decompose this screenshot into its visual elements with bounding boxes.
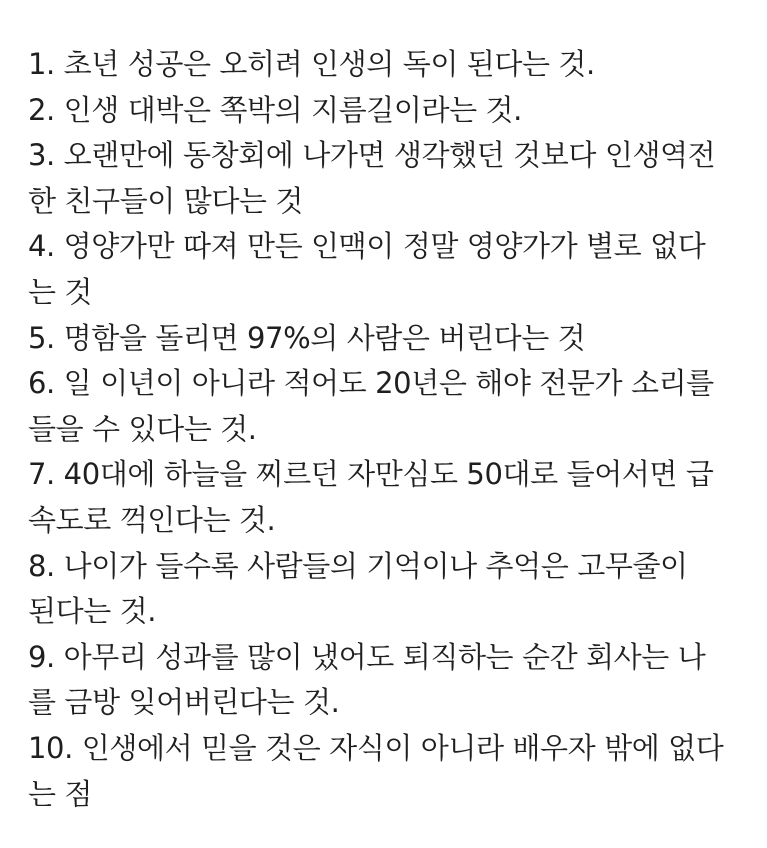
text-line: 7. 40대에 하늘을 찌르던 자만심도 50대로 들어서면 급 [28,457,714,492]
text-line: 는 것 [28,274,93,309]
text-line: 들을 수 있다는 것. [28,411,257,446]
text-line: 된다는 것. [28,594,157,629]
text-document [28,42,753,817]
text-line: 5. 명함을 돌리면 97%의 사람은 버린다는 것 [28,320,586,355]
text-line: 10. 인생에서 믿을 것은 자식이 아니라 배우자 밖에 없다 [28,730,724,765]
text-line: 9. 아무리 성과를 많이 냈어도 퇴직하는 순간 회사는 나 [28,639,706,674]
text-line: 2. 인생 대박은 쪽박의 지름길이라는 것. [28,92,522,127]
text-line: 8. 나이가 들수록 사람들의 기억이나 추억은 고무줄이 [28,548,688,583]
text-line: 속도로 꺽인다는 것. [28,502,276,537]
text-line: 1. 초년 성공은 오히려 인생의 독이 된다는 것. [28,47,595,81]
text-line: 를 금방 잊어버린다는 것. [28,685,340,720]
text-line: 4. 영양가만 따져 만든 인맥이 정말 영양가가 별로 없다 [28,229,706,264]
text-line: 6. 일 이년이 아니라 적어도 20년은 해야 전문가 소리를 [28,366,714,401]
text-line: 3. 오랜만에 동창회에 나가면 생각했던 것보다 인생역전 [28,138,716,173]
text-line: 한 친구들이 많다는 것 [28,183,303,218]
text-line: 는 점 [28,776,93,811]
